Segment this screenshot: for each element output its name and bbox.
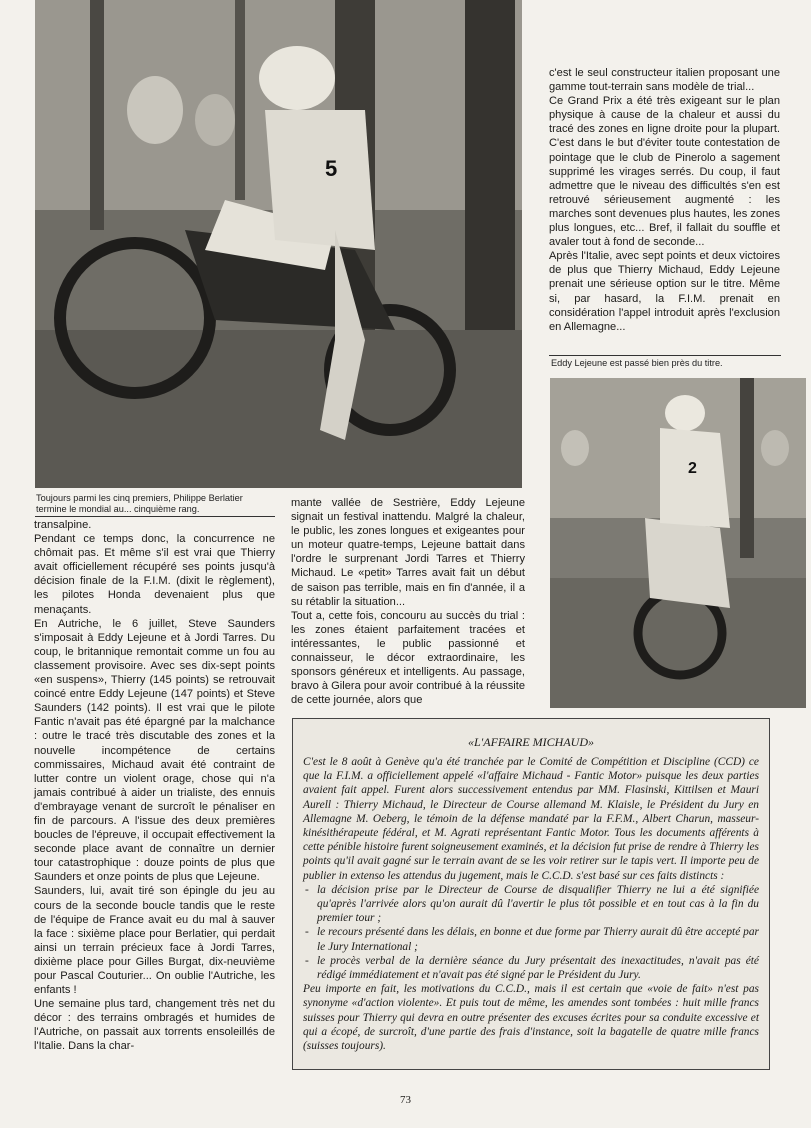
rider-number: 2 <box>688 460 697 477</box>
box-intro: C'est le 8 août à Genève qu'a été tranchée par le Comité de Compétition et Discipline (CCD) ce que la F.I.M. a officiellement appelé «l'affaire Michaud - Fantic Motor» puisque les deux parties avaient fait appel. Furent alors successivement entendus par MM. Flasinski, Kittilsen et Mauri Aurell : Thierry Michaud, le Directeur de Course allemand M. Klaisle, le Président du Jury en Allemagne M. Oeberg, le témoin de la défense mandaté par la F.F.M., Albert Charun, masseur-kinésithérapeute fédéral, et M. Agrati représentant Fantic Motor. Tous les documents afférents à cette pénible histoire furent soigneusement examinés, et la décision fut prise de rendre à Thierry les points qu'il avait gagné sur le terrain avant de se les voir retirer sur le tapis vert. Il importe peu de publier in extenso les attendus du jugement, mais le C.C.D. s'est basé sur ces faits distincts : <box>303 756 759 882</box>
box-outro: Peu importe en fait, les motivations du C.C.D., mais il est certain que «voie de fait» n'est pas synonyme «d'action violente». Et puis tout de même, les amendes sont tombées : huit mille francs suisses pour Thierry qui devra en outre présenter des excuses écrites pour sa conduite excessive et qui a écopé, de surcroît, d'une partie des frais d'instance, soit la bagatelle de quatre mille francs (suisses toujours). <box>303 983 759 1053</box>
sidebar-box-affaire-michaud <box>292 718 770 1070</box>
paragraph: mante vallée de Sestrière, Eddy Lejeune signait un festival inattendu. Malgré la chaleur, le public, les zones longues et exigeantes pour un moteur quatre-temps, Lejeune battait dans l'ordre le surprenant Jordi Tarres et Thierry Michaud. Le «petit» Tarres avait fait un début de saison pas terrible, mais en fin d'année, il a su rétablir la situation... <box>291 497 525 608</box>
paragraph: Saunders, lui, avait tiré son épingle du jeu au cours de la seconde boucle tandis que le reste de l'équipe de France avait eu du mal à sauver la face : sixième place pour Berlatier, qui perdait ainsi un terrain précieux face à Jordi Tarres, dixième place pour Gilles Burgat, dix-neuvième pour Pascal Couturier... On oublie l'Autriche, les enfants ! <box>34 885 275 997</box>
paragraph: Après l'Italie, avec sept points et deux victoires de plus que Thierry Michaud, Eddy Lejeune prenait une sérieuse option sur le titre. Même si, par hasard, la F.I.M. prenait en considération l'appel introduit après l'exclusion en Allemagne... <box>549 250 780 333</box>
paragraph: Pendant ce temps donc, la concurrence ne chômait pas. Et même s'il est vrai que Thierry avait officiellement récupéré ses points jusqu'à décision finale de la F.I.M. (dixit le règlement), les pilotes Honda devenaient plus que menaçants. <box>34 533 275 616</box>
photo-right-caption: Eddy Lejeune est passé bien près du titre. <box>551 358 723 368</box>
box-title: «L'AFFAIRE MICHAUD» <box>468 735 594 749</box>
paragraph: Une semaine plus tard, changement très net du décor : des terrains ombragés et humides de l'Autriche, on passait aux torrents ensoleillés de l'Italie. Dans la char- <box>34 998 275 1053</box>
photo-trial-rider-lejeune <box>550 378 806 708</box>
photo-trial-rider-berlatier <box>35 0 522 488</box>
paragraph: Tout a, cette fois, concouru au succès du trial : les zones étaient parfaitement tracées et intéressantes, le public passionné et connaisseur, le décor extraordinaire, les sponsors généreux et intelligents. Au passage, bravo à Gilera pour avoir contribué à la réussite de cette journée, alors que <box>291 609 525 707</box>
column-left <box>34 518 275 1054</box>
paragraph: Ce Grand Prix a été très exigeant sur le plan physique à cause de la chaleur et aussi du tracé des zones en ligne droite pour la plupart. C'est dans le but d'éviter toute contestation de pointage que le club de Pinerolo a sagement supprimé les virages serrés. Du coup, il faut admettre que le niveau des difficultés s'en est retrouvé sérieusement augmenté : les marches sont devenues plus hautes, les zones plus longues, etc... Bref, il fallait du souffle et avaler tout à fond de seconde... <box>549 95 780 249</box>
paragraph: En Autriche, le 6 juillet, Steve Saunders s'imposait à Eddy Lejeune et à Jordi Tarres. Du coup, le britannique remontait comme un fou au classement provisoire. Avec ses dix-sept points «en suspens», Thierry (145 points) se retrouvait coincé entre Eddy Lejeune (147 points) et Steve Saunders (142 points). Il est vrai que le pilote Fantic n'avait pas été épargné par la malchance : outre le tracé très discutable des zones et la nouvelle incompétence de certains commissaires, Michaud avait été contraint de lutter contre un violent orage, chose qui n'a jamais contribué à aider un trialiste, des ennuis d'embrayage venant de surcroît le pénaliser en fin de parcours. A l'issue des deux premières boucles de l'épreuve, il occupait effectivement la seconde place avant de connaître un dernier tour catastrophique : douze points de plus que Saunders et onze points de plus que Lejeune. <box>34 617 275 884</box>
paragraph: transalpine. <box>34 519 92 531</box>
list-item: - le recours présenté dans les délais, en bonne et due forme par Thierry aurait dû être accepté par le Jury International ; <box>303 925 759 953</box>
box-body <box>303 755 759 1053</box>
caption-rule-left <box>35 516 275 517</box>
column-top-right <box>549 66 780 334</box>
rider-number: 5 <box>325 156 338 181</box>
photo-left-caption: Toujours parmi les cinq premiers, Philippe Berlatier termine le mondial au... cinquième rang. <box>36 493 243 514</box>
box-points-list <box>303 883 759 982</box>
page-number: 73 <box>400 1094 411 1106</box>
column-middle <box>291 496 525 707</box>
paragraph: c'est le seul constructeur italien proposant une gamme tout-terrain sans modèle de trial... <box>549 67 780 94</box>
list-item: - la décision prise par le Directeur de Course de disqualifier Thierry ne lui a été signifiée qu'après l'arrivée alors qu'on aurait dû l'avertir le plus tôt possible et en tout cas à la fin du premier tour ; <box>303 883 759 926</box>
list-item: - le procès verbal de la dernière séance du Jury présentait des inexactitudes, n'avait pas été rédigé immédiatement et n'avait pas été signé par le Président du Jury. <box>303 954 759 982</box>
caption-rule-right <box>549 355 781 356</box>
